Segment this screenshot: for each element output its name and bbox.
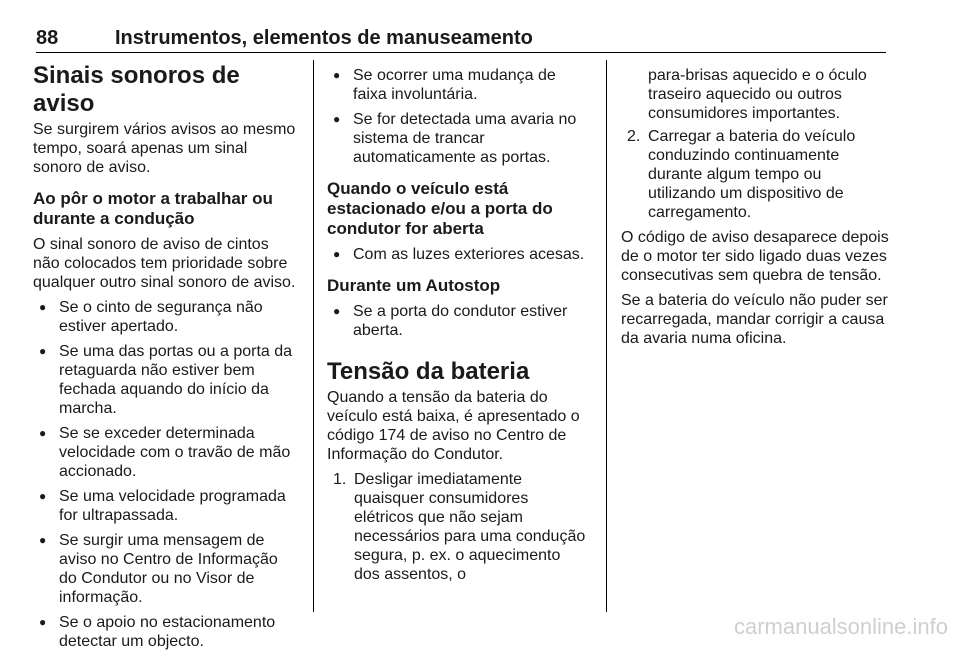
paragraph: Se a bateria do veículo não puder ser recarregada, mandar corrigir a causa da avaria numa oficina. bbox=[621, 292, 888, 347]
list-item: ● Se se exceder determinada velocidade com o travão de mão accionado. bbox=[33, 424, 299, 481]
watermark: carmanualsonline.info bbox=[733, 614, 948, 639]
paragraph: Se surgirem vários avisos ao mesmo tempo, soará apenas um sinal sonoro de aviso. bbox=[33, 121, 296, 176]
list-item: ● Se o cinto de segurança não estiver apertado. bbox=[33, 298, 299, 336]
column-2 bbox=[327, 62, 589, 590]
list-item: ● Com as luzes exteriores acesas. bbox=[327, 245, 589, 264]
list-item: ● Se uma velocidade programada for ultrapassada. bbox=[33, 487, 299, 525]
step-text: Desligar imediatamente quaisquer consumidores elétricos que não sejam necessários para uma condução segura, p. ex. o aquecimento dos assentos, o bbox=[354, 471, 586, 583]
numbered-list bbox=[621, 66, 891, 222]
section-heading: Tensão da bateria bbox=[327, 358, 530, 385]
section-heading: Sinais sonoros de aviso bbox=[33, 62, 240, 117]
page-number: 88 bbox=[36, 27, 59, 49]
column-1 bbox=[33, 62, 299, 657]
list-item bbox=[327, 470, 589, 584]
bullet-list bbox=[33, 298, 299, 651]
column-divider bbox=[606, 60, 607, 612]
list-item: ● Se ocorrer uma mudança de faixa involuntária. bbox=[327, 66, 589, 104]
bullet-list bbox=[327, 66, 589, 167]
list-item: ● Se for detectada uma avaria no sistema de trancar automaticamente as portas. bbox=[327, 110, 589, 167]
step-text: Carregar a bateria do veículo conduzindo continuamente durante algum tempo ou utilizando um dispositivo de carregamento. bbox=[648, 128, 856, 221]
bullet-list bbox=[327, 245, 589, 264]
bullet-list bbox=[327, 302, 589, 340]
step-text: para-brisas aquecido e o óculo traseiro aquecido ou outros consumidores importantes. bbox=[648, 67, 867, 122]
paragraph: O sinal sonoro de aviso de cintos não colocados tem prioridade sobre qualquer outro sinal sonoro de aviso. bbox=[33, 236, 296, 291]
list-item bbox=[621, 127, 891, 222]
list-item: ● Se o apoio no estacionamento detectar um objecto. bbox=[33, 613, 299, 651]
subsection-heading: Ao pôr o motor a trabalhar ou durante a condução bbox=[33, 189, 273, 228]
list-item-continued bbox=[621, 66, 891, 123]
list-item: ● Se uma das portas ou a porta da retaguarda não estiver bem fechada aquando do início da marcha. bbox=[33, 342, 299, 418]
paragraph: Quando a tensão da bateria do veículo está baixa, é apresentado o código 174 de aviso no Centro de Informação do Condutor. bbox=[327, 389, 580, 463]
step-number: 2. bbox=[627, 128, 641, 145]
subsection-heading: Quando o veículo está estacionado e/ou a porta do condutor for aberta bbox=[327, 179, 553, 238]
numbered-list bbox=[327, 470, 589, 584]
page-header bbox=[36, 26, 886, 53]
paragraph: O código de aviso desaparece depois de o motor ter sido ligado duas vezes consecutivas sem quebra de tensão. bbox=[621, 229, 889, 284]
column-divider bbox=[313, 60, 314, 612]
column-3 bbox=[621, 62, 891, 354]
list-item: ● Se surgir uma mensagem de aviso no Centro de Informação do Condutor ou no Visor de informação. bbox=[33, 531, 299, 607]
step-number: 1. bbox=[333, 471, 347, 488]
list-item: ● Se a porta do condutor estiver aberta. bbox=[327, 302, 589, 340]
running-title: Instrumentos, elementos de manuseamento bbox=[115, 27, 533, 49]
subsection-heading: Durante um Autostop bbox=[327, 276, 501, 295]
